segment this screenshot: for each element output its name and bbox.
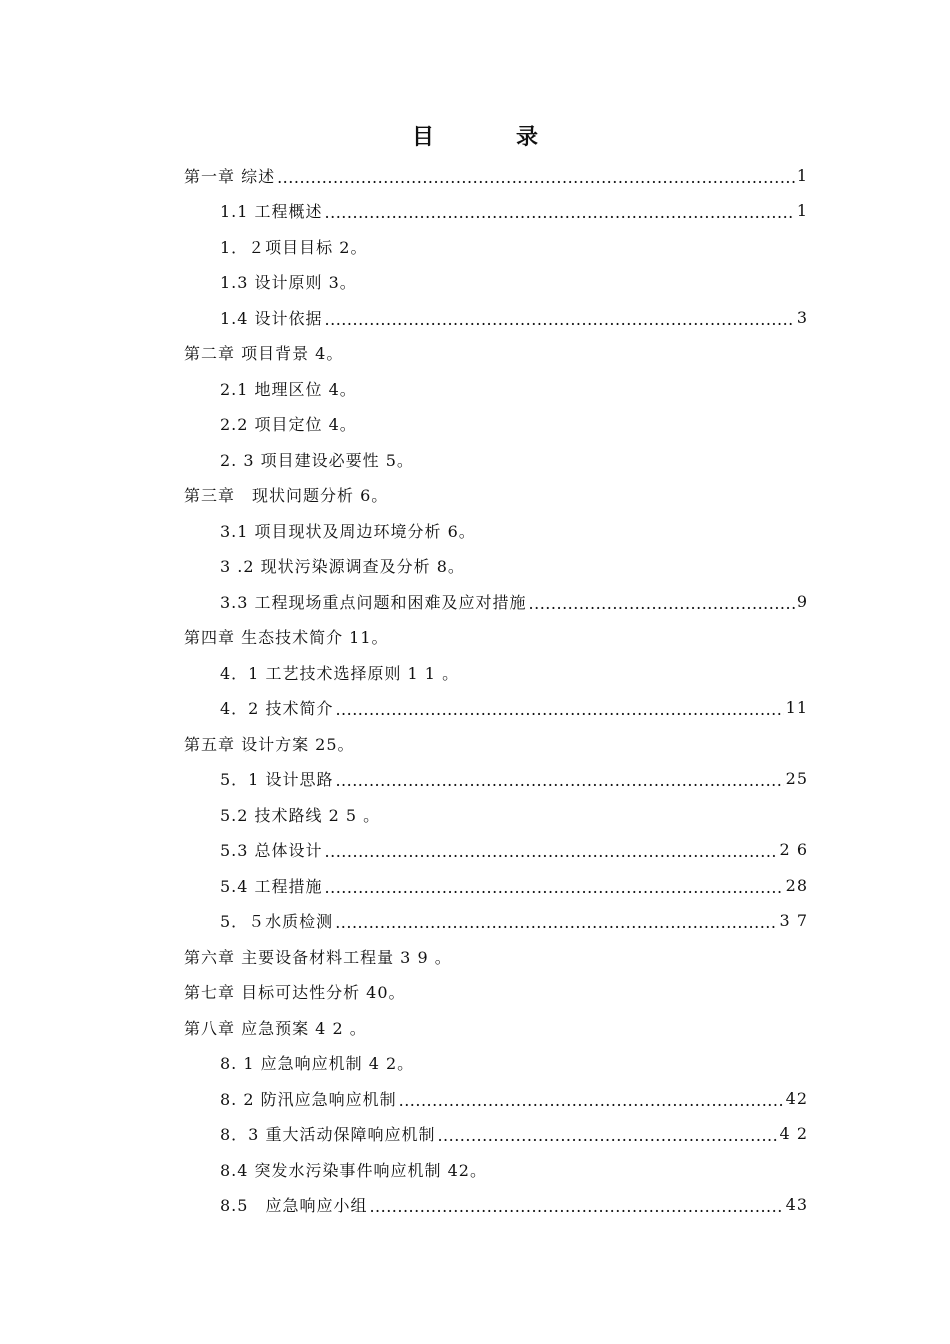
toc-entry-label: 第八章 应急预案 4 2 。 (184, 1018, 367, 1038)
toc-dot-leader (325, 878, 784, 897)
toc-section-entry (220, 1187, 808, 1223)
toc-page-number: 2 6 (779, 840, 808, 859)
toc-chapter-entry (184, 725, 355, 761)
toc-entry-label: 1.3 设计原则 3。 (220, 273, 357, 292)
toc-entry-label: 8. 1 应急响应机制 4 2。 (220, 1054, 415, 1073)
toc-section-entry (220, 832, 808, 868)
toc-entry-label: 5．５水质检测 (220, 912, 334, 931)
toc-chapter-entry (184, 157, 808, 193)
toc-section-entry (220, 548, 465, 584)
toc-chapter-entry (184, 477, 388, 513)
toc-dot-leader (529, 594, 795, 613)
toc-dot-leader (437, 1126, 777, 1145)
toc-section-entry (220, 583, 808, 619)
toc-entry-label: 3.3 工程现场重点问题和困难及应对措施 (220, 592, 527, 612)
toc-entry-label: 第七章 目标可达性分析 40。 (184, 983, 406, 1002)
toc-page-number: 9 (796, 591, 808, 611)
toc-section-entry (220, 1151, 487, 1187)
toc-entry-label: 第二章 项目背景 4。 (184, 344, 344, 363)
toc-entry-label: 5.4 工程措施 (220, 876, 323, 896)
toc-dot-leader (325, 310, 795, 329)
toc-section-entry (220, 796, 380, 832)
toc-dot-leader (335, 913, 777, 932)
toc-section-entry (220, 654, 459, 690)
toc-entry-label: 5.3 总体设计 (220, 841, 323, 860)
toc-section-entry (220, 512, 476, 548)
toc-page-number: 43 (785, 1195, 808, 1214)
toc-section-entry (220, 690, 808, 726)
toc-entry-label: 4．1 工艺技术选择原则 1 1 。 (220, 663, 460, 683)
toc-entry-label: 第四章 生态技术简介 11。 (184, 628, 389, 647)
toc-entry-label: 4．2 技术简介 (220, 699, 334, 718)
toc-entry-label: 8. 2 防汛应急响应机制 (220, 1089, 397, 1109)
toc-entry-label: 1.4 设计依据 (220, 308, 323, 328)
toc-page-number: 1 (796, 165, 808, 185)
toc-page-number: 25 (785, 769, 808, 788)
toc-entry-label: 1．２项目目标 2。 (220, 237, 368, 257)
toc-dot-leader (325, 203, 795, 222)
toc-section-entry (220, 228, 367, 264)
toc-entry-label: 8．3 重大活动保障响应机制 (220, 1125, 436, 1144)
toc-dot-leader (335, 771, 783, 790)
toc-chapter-entry (184, 335, 343, 371)
toc-dot-leader (335, 700, 783, 719)
toc-entry-label: 8.4 突发水污染事件响应机制 42。 (220, 1160, 487, 1180)
toc-section-entry (220, 1080, 808, 1116)
toc-section-entry (220, 264, 357, 300)
toc-entry-label: 3.1 项目现状及周边环境分析 6。 (220, 521, 476, 541)
toc-dot-leader (369, 1197, 783, 1216)
toc-page-number: 1 (796, 201, 808, 220)
toc-section-entry (220, 761, 808, 797)
toc-entry-label: 第六章 主要设备材料工程量 3 9 。 (184, 947, 452, 967)
toc-page-number: 11 (785, 698, 808, 717)
toc-entry-label: 1.1 工程概述 (220, 202, 323, 221)
toc-section-entry (220, 299, 808, 335)
toc-title: 目 录 (411, 124, 568, 150)
toc-section-entry (220, 441, 414, 477)
toc-entry-label: 3 .2 现状污染源调查及分析 8。 (220, 557, 465, 576)
toc-page-number: 28 (785, 875, 808, 895)
toc-dot-leader (325, 842, 778, 861)
toc-section-entry (220, 1116, 808, 1152)
toc-entry-label: 第三章 现状问题分析 6。 (184, 486, 389, 505)
toc-entry-label: 第五章 设计方案 25。 (184, 734, 355, 754)
toc-chapter-entry (184, 938, 452, 974)
toc-dot-leader (399, 1091, 784, 1110)
toc-entry-label: 2. 3 项目建设必要性 5。 (220, 450, 414, 470)
toc-page-number: 42 (785, 1088, 808, 1108)
toc-entry-label: 8.5 应急响应小组 (220, 1196, 368, 1215)
toc-section-entry (220, 406, 357, 442)
toc-section-entry (220, 370, 357, 406)
toc-entry-label: 5.2 技术路线 2 5 。 (220, 805, 381, 825)
toc-section-entry (220, 193, 808, 229)
toc-entry-label: 2.1 地理区位 4。 (220, 379, 357, 399)
toc-entry-label: 5．1 设计思路 (220, 770, 334, 789)
toc-entry-label: 第一章 综述 (184, 166, 276, 186)
toc-section-entry (220, 903, 808, 939)
toc-chapter-entry (184, 619, 389, 655)
toc-page-number: 3 7 (779, 911, 808, 930)
toc-section-entry (220, 1045, 414, 1081)
toc-page-number: 3 (796, 307, 808, 327)
toc-chapter-entry (184, 1009, 367, 1045)
toc-dot-leader (277, 168, 795, 187)
toc-section-entry (220, 867, 808, 903)
toc-chapter-entry (184, 974, 406, 1010)
toc-page-number: 4 2 (779, 1124, 808, 1143)
toc-entry-label: 2.2 项目定位 4。 (220, 415, 357, 434)
